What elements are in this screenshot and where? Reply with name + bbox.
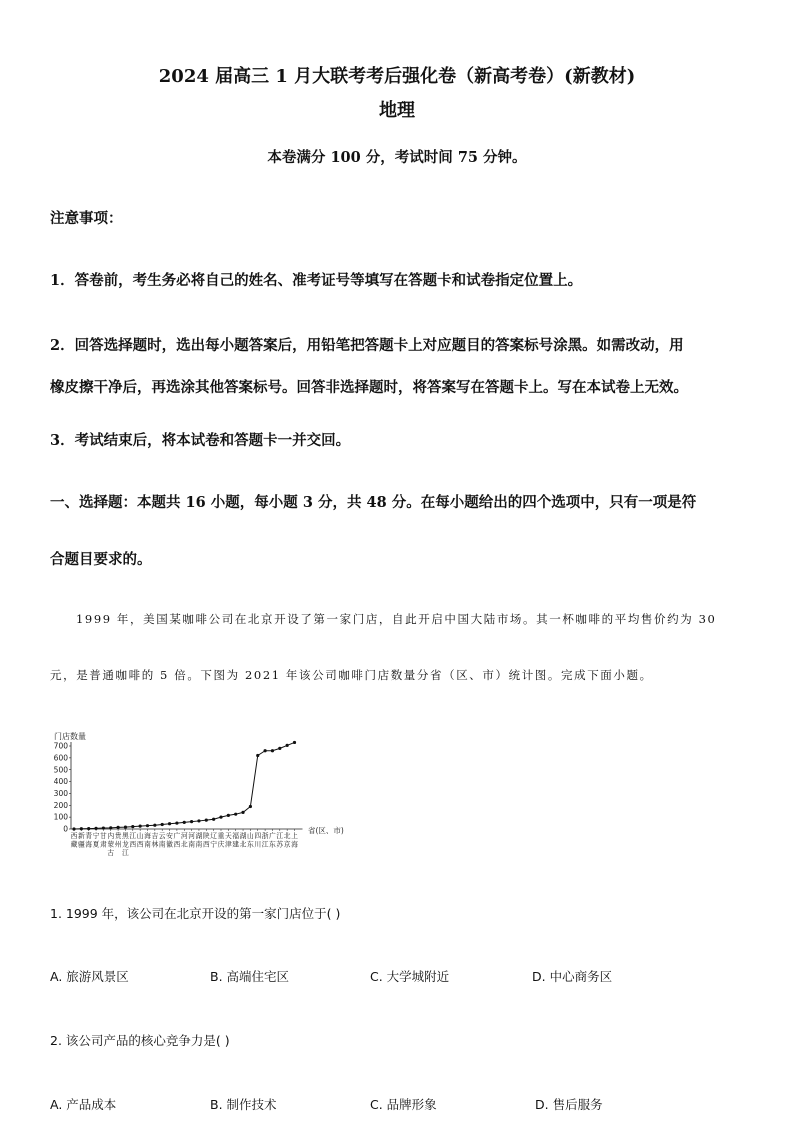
y-tick-label: 700: [53, 741, 68, 751]
q2-option-d[interactable]: D. 售后服务: [535, 1097, 603, 1112]
x-category-label: 安: [166, 832, 173, 840]
y-tick-label: 500: [53, 765, 68, 775]
x-category-label: 藏: [70, 840, 78, 849]
question-1-stem: 1. 1999 年，该公司在北京开设的第一家门店位于( ): [50, 906, 341, 921]
data-point: [168, 822, 171, 825]
x-category-label: 海: [144, 832, 151, 840]
x-category-label: 西: [70, 832, 78, 840]
series-line: [74, 742, 295, 829]
x-category-label: 夏: [92, 840, 100, 849]
data-point: [271, 749, 274, 752]
y-tick-label: 100: [53, 812, 68, 822]
section-heading-line-1: 一、选择题：本题共 16 小题，每小题 3 分，共 48 分。在每小题给出的四个选项中，只有一项是符: [50, 494, 697, 511]
data-point: [219, 816, 222, 819]
x-category-label: 西: [129, 840, 137, 849]
x-category-label: 南: [188, 840, 195, 849]
x-category-label: 京: [283, 840, 291, 849]
data-point: [72, 827, 75, 830]
x-category-label: 内: [107, 832, 115, 840]
x-category-label: 林: [151, 840, 159, 849]
data-point: [212, 818, 215, 821]
data-point: [286, 744, 289, 747]
notice-item-3: 3．考试结束后，将本试卷和答题卡一并交回。: [50, 432, 351, 449]
data-point: [197, 819, 200, 822]
data-point: [190, 820, 193, 823]
x-category-label: 河: [180, 832, 188, 840]
question-2-stem: 2. 该公司产品的核心竞争力是( ): [50, 1033, 230, 1048]
x-category-label: 徽: [166, 840, 173, 849]
x-category-label: 江: [122, 849, 129, 856]
x-category-label: 苏: [276, 840, 284, 849]
notice-heading: 注意事项：: [50, 210, 123, 227]
data-point: [117, 826, 120, 829]
x-category-label: 津: [224, 840, 232, 849]
q1-option-a[interactable]: A. 旅游风景区: [50, 969, 129, 984]
data-point: [293, 741, 296, 744]
x-category-label: 疆: [77, 840, 85, 849]
data-point: [227, 814, 230, 817]
data-point: [124, 826, 127, 829]
x-category-label: 陕: [202, 832, 210, 840]
q1-option-d[interactable]: D. 中心商务区: [532, 969, 613, 984]
x-category-label: 浙: [261, 832, 269, 840]
x-category-label: 东: [247, 840, 254, 849]
x-category-label: 河: [188, 832, 195, 840]
exam-meta: 本卷满分 100 分，考试时间 75 分钟。: [267, 149, 527, 166]
x-category-label: 福: [232, 832, 240, 840]
x-category-label: 肃: [100, 840, 107, 849]
notice-item-2-line-1: 2．回答选择题时，选出每小题答案后，用铅笔把答题卡上对应题目的答案标号涂黑。如需改动，用: [50, 337, 684, 354]
data-point: [80, 827, 83, 830]
q2-option-a[interactable]: A. 产品成本: [50, 1097, 117, 1112]
x-category-label: 江: [261, 840, 269, 849]
x-category-label: 北: [239, 840, 247, 849]
x-category-label: 广: [269, 832, 276, 840]
data-point: [183, 821, 186, 824]
x-category-label: 建: [232, 840, 240, 849]
exam-title: 2024 届高三 1 月大联考考后强化卷（新高考卷）(新教材): [158, 66, 636, 87]
data-point: [249, 805, 252, 808]
x-category-label: 北: [283, 832, 291, 840]
passage-line-2: 元，是普通咖啡的 5 倍。下图为 2021 年该公司咖啡门店数量分省（区、市）统计图。完成下面小题。: [50, 668, 653, 682]
data-point: [102, 826, 105, 829]
x-category-label: 江: [129, 832, 137, 840]
data-point: [278, 747, 281, 750]
x-category-label: 贵: [114, 832, 122, 840]
x-category-label: 西: [202, 840, 210, 849]
x-category-label: 湖: [239, 832, 247, 840]
data-point: [205, 819, 208, 822]
x-category-label: 宁: [92, 832, 100, 840]
data-point: [234, 813, 237, 816]
q2-option-c[interactable]: C. 品牌形象: [370, 1097, 437, 1112]
y-tick-label: 600: [53, 753, 68, 763]
store-count-chart: [50, 726, 352, 856]
q1-option-c[interactable]: C. 大学城附近: [370, 969, 450, 984]
x-category-label: 山: [136, 832, 144, 840]
x-category-label: 西: [136, 840, 144, 849]
data-point: [153, 824, 156, 827]
x-category-label: 上: [291, 832, 298, 840]
data-point: [241, 811, 244, 814]
data-point: [139, 825, 142, 828]
notice-item-1: 1．答卷前，考生务必将自己的姓名、准考证号等填写在答题卡和试卷指定位置上。: [50, 272, 583, 289]
x-category-label: 东: [269, 840, 276, 849]
data-point: [109, 826, 112, 829]
y-tick-label: 200: [53, 800, 68, 810]
q1-option-b[interactable]: B. 高端住宅区: [210, 969, 290, 984]
x-category-label: 黑: [122, 832, 129, 840]
x-category-label: 川: [254, 840, 262, 849]
x-category-label: 吉: [151, 832, 159, 840]
x-axis-label: 省(区、市): [308, 826, 344, 835]
q2-option-b[interactable]: B. 制作技术: [210, 1097, 277, 1112]
x-category-label: 西: [173, 840, 181, 849]
x-category-label: 北: [180, 840, 188, 849]
x-category-label: 云: [158, 832, 166, 840]
subject-title: 地理: [379, 100, 415, 121]
x-category-label: 重: [217, 832, 225, 840]
x-category-label: 海: [85, 840, 93, 849]
section-heading-line-2: 合题目要求的。: [50, 551, 152, 568]
y-tick-label: 400: [53, 777, 68, 787]
x-category-label: 宁: [210, 840, 218, 849]
x-category-label: 古: [107, 849, 115, 856]
x-category-label: 南: [195, 840, 203, 849]
x-category-label: 山: [247, 832, 254, 840]
x-category-label: 庆: [217, 840, 225, 849]
data-point: [131, 825, 134, 828]
y-axis-label: 门店数量: [54, 732, 86, 741]
x-category-label: 四: [254, 832, 262, 840]
x-category-label: 南: [144, 840, 151, 849]
passage-line-1: 1999 年，美国某咖啡公司在北京开设了第一家门店，自此开启中国大陆市场。其一杯咖啡的平均售价约为 30: [76, 612, 717, 626]
data-point: [175, 821, 178, 824]
x-category-label: 广: [173, 832, 181, 840]
notice-item-2-line-2: 橡皮擦干净后，再选涂其他答案标号。回答非选择题时，将答案写在答题卡上。写在本试卷上无效。: [50, 379, 688, 396]
data-point: [264, 749, 267, 752]
data-point: [161, 823, 164, 826]
data-point: [146, 824, 149, 827]
y-tick-label: 0: [63, 824, 68, 834]
x-category-label: 南: [158, 840, 166, 849]
x-category-label: 龙: [122, 840, 129, 849]
x-category-label: 江: [276, 832, 284, 840]
x-category-label: 州: [114, 840, 122, 849]
x-category-label: 海: [291, 840, 298, 849]
x-category-label: 甘: [100, 832, 107, 840]
data-point: [256, 754, 259, 757]
x-category-label: 蒙: [107, 840, 115, 849]
data-point: [94, 827, 97, 830]
x-category-label: 辽: [210, 832, 218, 840]
x-category-label: 湖: [195, 832, 203, 840]
y-tick-label: 300: [53, 789, 68, 799]
x-category-label: 新: [77, 832, 85, 840]
data-point: [87, 827, 90, 830]
x-category-label: 青: [85, 832, 93, 840]
x-category-label: 天: [224, 832, 232, 840]
